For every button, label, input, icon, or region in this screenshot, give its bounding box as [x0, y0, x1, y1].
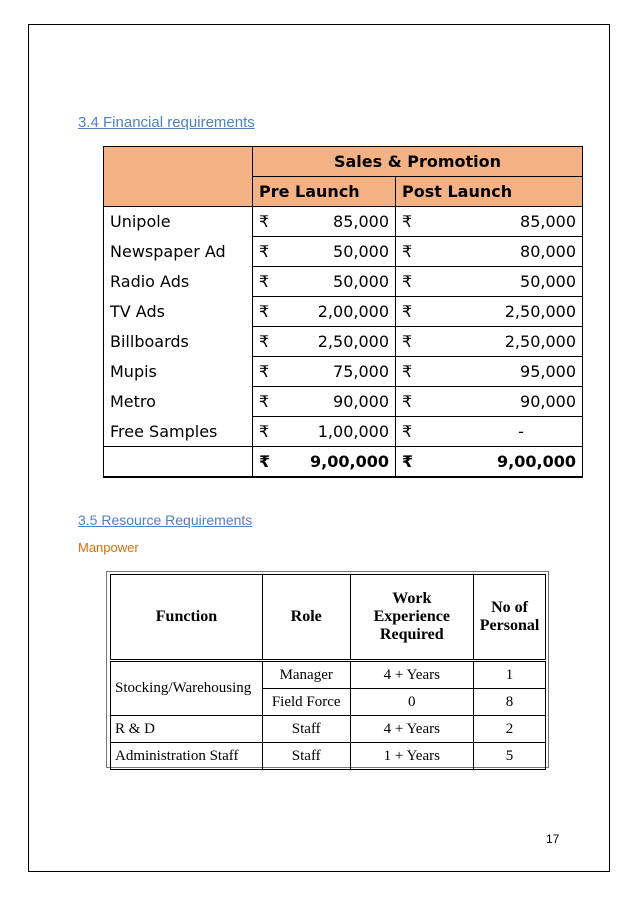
currency-symbol: ₹ — [396, 357, 417, 387]
total-blank-cell — [104, 447, 253, 478]
table-row — [104, 297, 583, 327]
item-label: Newspaper Ad — [104, 237, 253, 267]
pre-amount: 75,000 — [273, 357, 396, 387]
currency-symbol: ₹ — [253, 267, 274, 297]
pre-amount: 1,00,000 — [273, 417, 396, 447]
currency-symbol: ₹ — [396, 237, 417, 267]
post-launch-header: Post Launch — [396, 177, 583, 207]
currency-symbol: ₹ — [253, 387, 274, 417]
table-row — [111, 743, 546, 770]
sales-promotion-table — [103, 146, 583, 478]
post-amount: - — [416, 417, 583, 447]
post-amount: 95,000 — [416, 357, 583, 387]
table-row — [104, 237, 583, 267]
resource-requirements-heading: 3.5 Resource Requirements — [78, 512, 253, 528]
currency-symbol: ₹ — [396, 267, 417, 297]
table-row — [104, 417, 583, 447]
total-row — [104, 447, 583, 478]
currency-symbol: ₹ — [253, 417, 274, 447]
post-amount: 85,000 — [416, 207, 583, 237]
currency-symbol: ₹ — [253, 447, 274, 478]
experience-cell: 4 + Years — [350, 661, 473, 689]
count-cell: 8 — [474, 689, 546, 716]
item-label: Billboards — [104, 327, 253, 357]
table-row — [104, 357, 583, 387]
pre-total: 9,00,000 — [273, 447, 396, 478]
post-amount: 50,000 — [416, 267, 583, 297]
currency-symbol: ₹ — [253, 237, 274, 267]
table-row — [104, 387, 583, 417]
currency-symbol: ₹ — [253, 357, 274, 387]
role-header: Role — [262, 575, 350, 661]
manpower-subheading: Manpower — [78, 540, 139, 555]
experience-header: Work Experience Required — [350, 575, 473, 661]
financial-requirements-heading: 3.4 Financial requirements — [78, 114, 255, 131]
pre-amount: 2,00,000 — [273, 297, 396, 327]
count-header: No of Personal — [474, 575, 546, 661]
role-cell: Staff — [262, 716, 350, 743]
currency-symbol: ₹ — [396, 207, 417, 237]
item-label: TV Ads — [104, 297, 253, 327]
subheader-blank-cell — [104, 177, 253, 207]
count-cell: 2 — [474, 716, 546, 743]
currency-symbol: ₹ — [253, 297, 274, 327]
post-amount: 80,000 — [416, 237, 583, 267]
currency-symbol: ₹ — [396, 327, 417, 357]
post-total: 9,00,000 — [416, 447, 583, 478]
table-title: Sales & Promotion — [253, 147, 583, 177]
currency-symbol: ₹ — [253, 207, 274, 237]
page-number: 17 — [546, 832, 560, 846]
count-cell: 5 — [474, 743, 546, 770]
currency-symbol: ₹ — [253, 327, 274, 357]
experience-cell: 4 + Years — [350, 716, 473, 743]
table-row — [104, 207, 583, 237]
currency-symbol: ₹ — [396, 297, 417, 327]
item-label: Unipole — [104, 207, 253, 237]
count-cell: 1 — [474, 661, 546, 689]
function-cell: Stocking/Warehousing — [111, 661, 263, 716]
pre-amount: 50,000 — [273, 237, 396, 267]
post-amount: 90,000 — [416, 387, 583, 417]
pre-launch-header: Pre Launch — [253, 177, 396, 207]
function-cell: R & D — [111, 716, 263, 743]
role-cell: Staff — [262, 743, 350, 770]
role-cell: Manager — [262, 661, 350, 689]
table-row — [111, 716, 546, 743]
item-label: Radio Ads — [104, 267, 253, 297]
pre-amount: 90,000 — [273, 387, 396, 417]
table-row — [111, 661, 546, 689]
pre-amount: 85,000 — [273, 207, 396, 237]
pre-amount: 50,000 — [273, 267, 396, 297]
function-cell: Administration Staff — [111, 743, 263, 770]
experience-cell: 1 + Years — [350, 743, 473, 770]
function-header: Function — [111, 575, 263, 661]
post-amount: 2,50,000 — [416, 297, 583, 327]
currency-symbol: ₹ — [396, 447, 417, 478]
item-label: Free Samples — [104, 417, 253, 447]
item-label: Metro — [104, 387, 253, 417]
experience-cell: 0 — [350, 689, 473, 716]
manpower-table — [110, 574, 546, 770]
table-row — [104, 327, 583, 357]
role-cell: Field Force — [262, 689, 350, 716]
table-row — [104, 267, 583, 297]
item-label: Mupis — [104, 357, 253, 387]
post-amount: 2,50,000 — [416, 327, 583, 357]
currency-symbol: ₹ — [396, 387, 417, 417]
currency-symbol: ₹ — [396, 417, 417, 447]
header-blank-cell — [104, 147, 253, 177]
pre-amount: 2,50,000 — [273, 327, 396, 357]
